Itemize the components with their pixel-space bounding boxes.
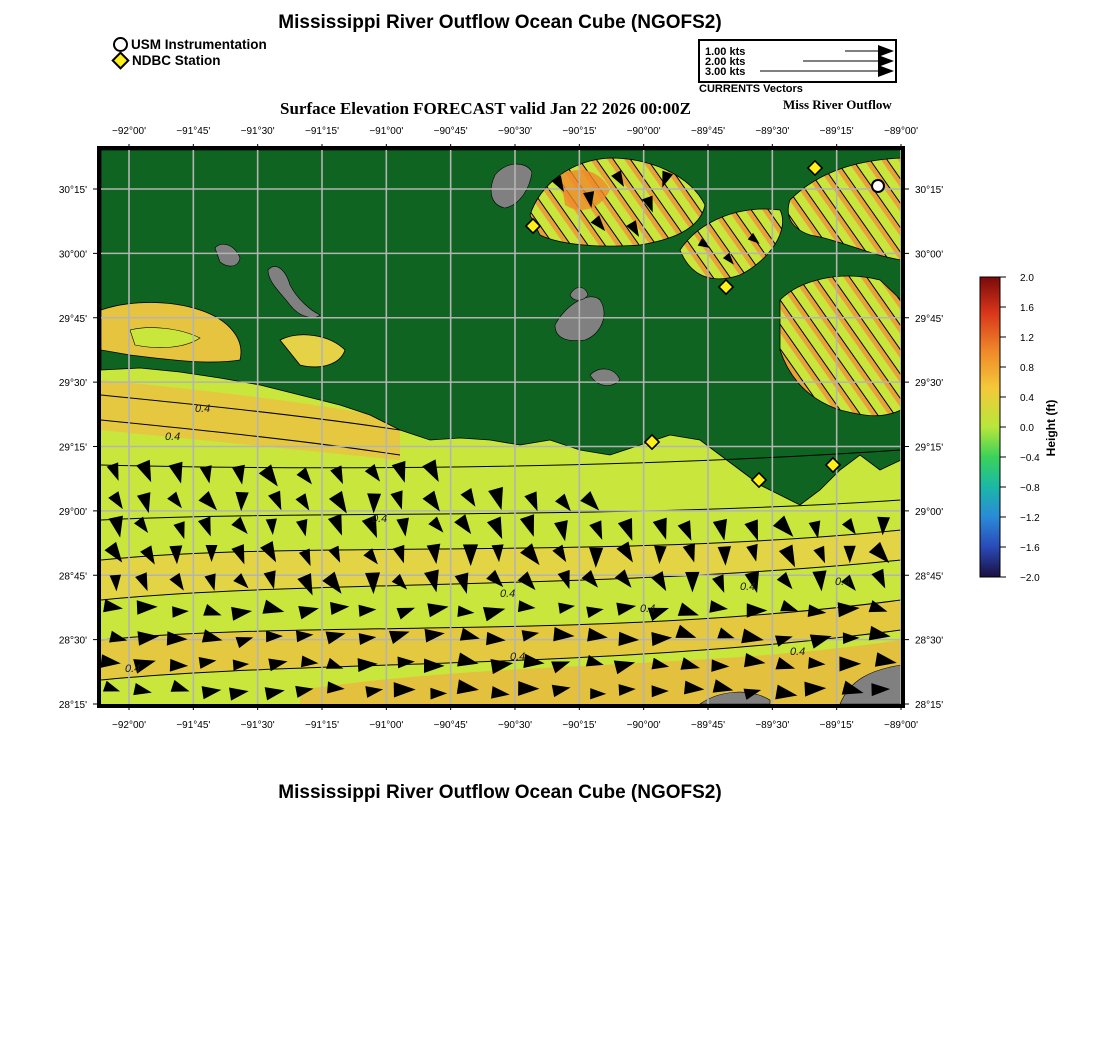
lon-label: −89°30'	[755, 126, 790, 137]
colorbar-tick-label: −0.4	[1020, 453, 1040, 464]
lon-label: −92°00'	[112, 126, 146, 137]
lon-label: −89°00'	[884, 126, 918, 137]
colorbar-label: Height (ft)	[1044, 399, 1058, 457]
lon-label: −90°15'	[562, 126, 597, 137]
lon-label: −91°00'	[369, 720, 404, 731]
contour-label: 0.4	[510, 651, 526, 663]
colorbar-tick-label: 0.8	[1020, 363, 1034, 374]
lon-label: −90°00'	[626, 720, 661, 731]
lon-label: −89°45'	[691, 720, 725, 731]
vector-scale-2kt: 2.00 kts	[705, 56, 746, 68]
colorbar-ticks	[1000, 273, 1040, 584]
lon-label: −91°00'	[369, 126, 404, 137]
lat-label: 29°45'	[58, 313, 87, 325]
lon-label: −90°30'	[498, 126, 532, 137]
lat-label: 30°15'	[915, 185, 944, 196]
contour-label: 0.4	[125, 663, 141, 675]
lon-label: −89°00'	[884, 720, 918, 731]
longitude-labels-top	[112, 126, 918, 137]
lat-label: 29°45'	[915, 313, 944, 325]
lon-label: −91°15'	[305, 720, 339, 731]
lat-label: 28°45'	[58, 571, 87, 583]
colorbar-tick-label: 2.0	[1020, 273, 1034, 284]
lon-label: −91°45'	[176, 720, 211, 731]
contour-label: 0.4	[640, 603, 656, 615]
contour-label: 0.4	[835, 576, 851, 588]
lon-label: −92°00'	[112, 720, 146, 731]
lat-label: 28°15'	[915, 700, 944, 711]
colorbar-tick-label: −1.6	[1020, 543, 1040, 554]
lat-label: 29°30'	[58, 378, 87, 390]
contour-label: 0.4	[740, 581, 756, 593]
lat-label: 28°30'	[915, 635, 944, 647]
lat-label: 29°15'	[58, 442, 87, 454]
lon-label: −89°30'	[755, 720, 790, 731]
lon-label: −90°45'	[433, 126, 468, 137]
colorbar-tick-label: −0.8	[1020, 483, 1040, 494]
latitude-labels-left	[59, 185, 87, 711]
longitude-labels-bottom	[112, 720, 918, 731]
vector-scale-3kt: 3.00 kts	[705, 66, 746, 78]
lon-label: −91°30'	[240, 720, 275, 731]
contour-label: 0.4	[790, 646, 806, 658]
lon-label: −91°30'	[240, 126, 275, 137]
contour-label: 0.4	[195, 403, 211, 415]
lon-label: −91°15'	[305, 126, 339, 137]
lat-label: 28°15'	[58, 700, 87, 711]
lat-label: 28°45'	[915, 571, 944, 583]
lon-label: −89°15'	[819, 720, 854, 731]
lat-label: 29°30'	[915, 378, 944, 390]
usm-station-marker	[872, 180, 884, 192]
colorbar-tick-label: 1.6	[1020, 303, 1034, 314]
lat-label: 30°15'	[58, 185, 87, 196]
lon-label: −90°45'	[433, 720, 468, 731]
contour-label: 0.4	[500, 588, 516, 600]
lat-label: 30°00'	[58, 249, 87, 261]
lon-label: −89°15'	[819, 126, 854, 137]
usm-legend-label: USM Instrumentation	[131, 37, 267, 52]
lon-label: −89°45'	[691, 126, 725, 137]
lon-label: −90°30'	[498, 720, 532, 731]
lat-label: 29°00'	[58, 506, 87, 518]
lat-label: 29°00'	[915, 506, 944, 518]
lon-label: −90°00'	[626, 126, 661, 137]
colorbar-tick-label: 1.2	[1020, 333, 1034, 344]
map-title: Mississippi River Outflow Ocean Cube (NGOFS2)	[278, 12, 722, 33]
latitude-labels-right	[915, 185, 943, 711]
map-title-bottom: Mississippi River Outflow Ocean Cube (NGOFS2)	[278, 782, 722, 803]
lat-label: 28°30'	[58, 635, 87, 647]
lon-label: −90°15'	[562, 720, 597, 731]
region-label: Miss River Outflow	[783, 97, 892, 112]
vector-legend-caption: CURRENTS Vectors	[699, 83, 803, 95]
forecast-subtitle: Surface Elevation FORECAST valid Jan 22 2026 00:00Z	[280, 99, 692, 118]
colorbar-tick-label: 0.4	[1020, 393, 1034, 404]
ndbc-legend-label: NDBC Station	[132, 53, 221, 68]
colorbar-tick-label: 0.0	[1020, 423, 1034, 434]
contour-label: 0.4	[165, 431, 181, 443]
colorbar-tick-label: −2.0	[1020, 573, 1040, 584]
lon-label: −91°45'	[176, 126, 211, 137]
lat-label: 30°00'	[915, 249, 944, 261]
colorbar	[980, 277, 1000, 577]
colorbar-tick-label: −1.2	[1020, 513, 1040, 524]
contour-label: 0.4	[372, 513, 388, 525]
lat-label: 29°15'	[915, 442, 944, 454]
vector-scale-1kt: 1.00 kts	[705, 46, 746, 58]
